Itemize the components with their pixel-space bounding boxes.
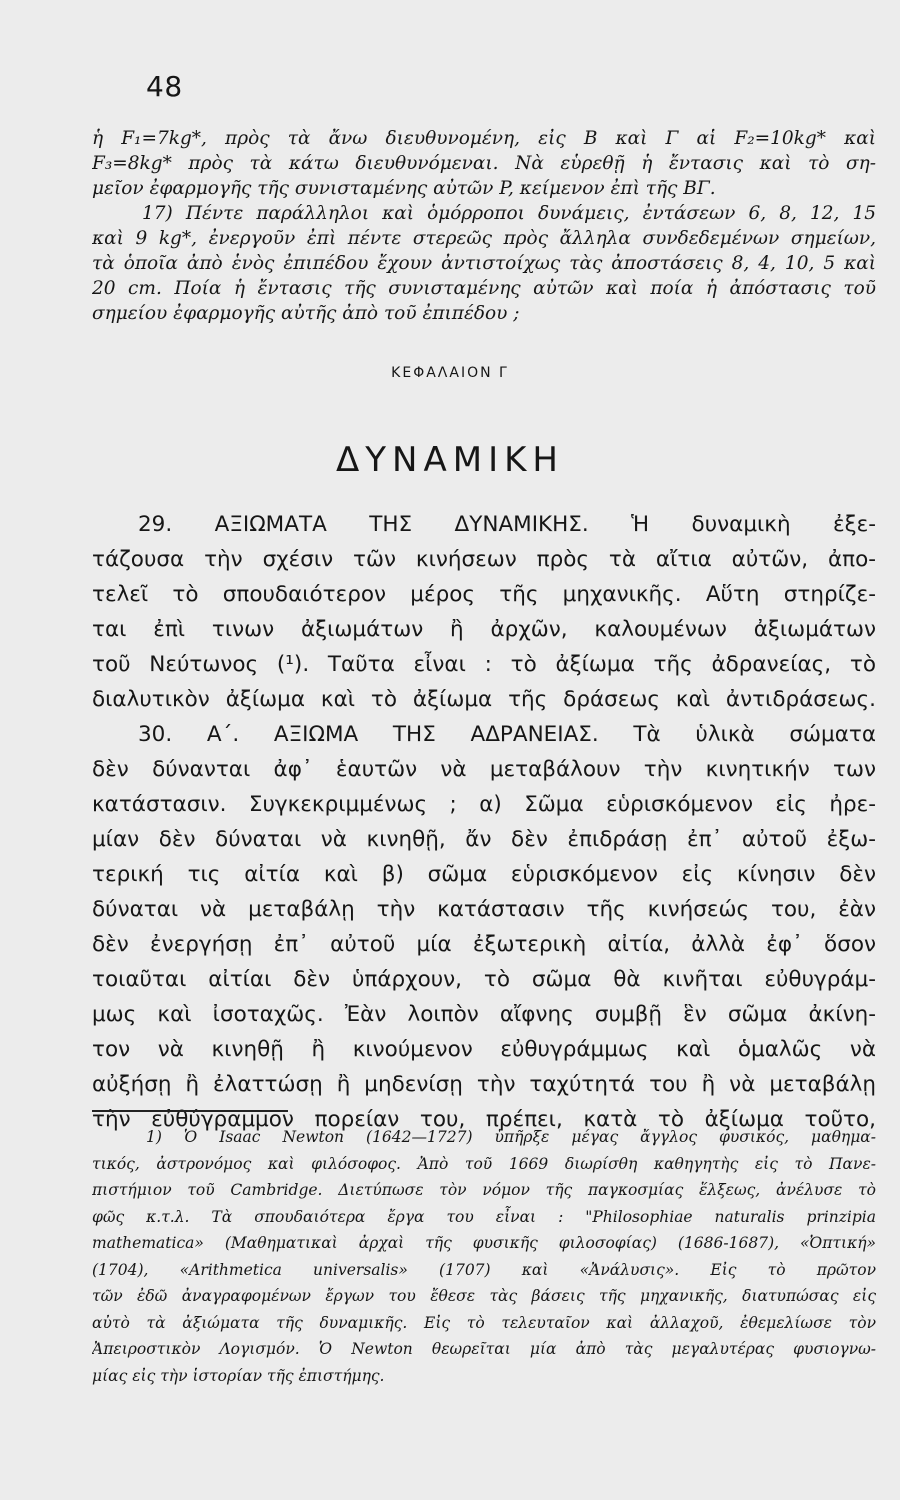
text-line: 29. ΑΞΙΩΜΑΤΑ ΤΗΣ ΔΥΝΑΜΙΚΗΣ. Ἡ δυναμικὴ ἐξε-: [138, 512, 876, 537]
footnote-divider: [92, 1110, 288, 1112]
page-number: 48: [146, 70, 183, 103]
text-line: 20 cm. Ποία ἡ ἔντασις τῆς συνισταμένης αὐτῶν καὶ ποία ἡ ἀπόστασις τοῦ: [92, 278, 876, 299]
exercise-text: [92, 126, 876, 326]
text-line: διαλυτικὸν ἀξίωμα καὶ τὸ ἀξίωμα τῆς δράσεως καὶ ἀντιδράσεως.: [92, 687, 876, 712]
text-line: 30. Α΄. ΑΞΙΩΜΑ ΤΗΣ ΑΔΡΑΝΕΙΑΣ. Τὰ ὑλικὰ σώματα: [138, 722, 876, 747]
text-line: τὴν εὐθύγραμμον πορείαν του, πρέπει, κατὰ τὸ ἀξίωμα τοῦτο,: [92, 1107, 876, 1132]
footnote-line: τῶν ἐδῶ ἀναγραφομένων ἔργων του ἔθεσε τὰς βάσεις τῆς μηχανικῆς, διατυπώσας εἰς: [92, 1287, 876, 1305]
text-line: μίαν δὲν δύναται νὰ κινηθῇ, ἄν δὲν ἐπιδράσῃ ἐπ᾿ αὐτοῦ ἐξω-: [92, 827, 876, 852]
footnote-line: αὐτὸ τὰ ἀξιώματα τῆς δυναμικῆς. Εἰς τὸ τελευταῖον καὶ ἀλλαχοῦ, ἐθεμελίωσε τὸν: [92, 1313, 876, 1332]
text-line: δὲν δύνανται ἀφ᾿ ἑαυτῶν νὰ μεταβάλουν τὴν κινητικήν των: [92, 757, 876, 782]
footnote-line: μίας εἰς τὴν ἱστορίαν τῆς ἐπιστήμης.: [92, 1366, 385, 1385]
text-line: μεῖον ἐφαρμογῆς τῆς συνισταμένης αὐτῶν P, κείμενον ἐπὶ τῆς ΒΓ.: [92, 178, 716, 199]
footnote-line: 1) Ὁ Isaac Newton (1642—1727) ὑπῆρξε μέγας ἄγγλος φυσικός, μαθημα-: [146, 1128, 876, 1146]
text-line: 17) Πέντε παράλληλοι καὶ ὁμόρροποι δυνάμεις, ἐντάσεων 6, 8, 12, 15: [142, 203, 876, 224]
footnote-line: φῶς κ.τ.λ. Τὰ σπουδαιότερα ἔργα του εἶναι : "Philosophiae naturalis prinzipia: [92, 1207, 876, 1226]
text-line: τελεῖ τὸ σπουδαιότερον μέρος τῆς μηχανικῆς. Αὕτη στηρίζε-: [92, 582, 876, 607]
footnote-line: mathematica» (Μαθηματικαὶ ἀρχαὶ τῆς φυσικῆς φιλοσοφίας) (1686-1687), «Ὀπτική»: [92, 1234, 876, 1252]
chapter-title: ΔΥΝΑΜΙΚΗ: [336, 440, 564, 480]
footnote-line: (1704), «Arithmetica universalis» (1707) καὶ «Ἀνάλυσις». Εἰς τὸ πρῶτον: [92, 1260, 876, 1279]
body-text: [92, 507, 876, 1137]
footnote-line: τικός, ἀστρονόμος καὶ φιλόσοφος. Ἀπὸ τοῦ 1669 διωρίσθη καθηγητὴς εἰς τὸ Πανε-: [92, 1154, 876, 1173]
footnote-line: Ἀπειροστικὸν Λογισμόν. Ὁ Newton θεωρεῖται μία ἀπὸ τὰς μεγαλυτέρας φυσιογνω-: [92, 1340, 876, 1358]
text-line: τοῦ Νεύτωνος (¹). Ταῦτα εἶναι : τὸ ἀξίωμα τῆς ἀδρανείας, τὸ: [92, 652, 876, 677]
footnote-line: πιστήμιον τοῦ Cambridge. Διετύπωσε τὸν νόμον τῆς παγκοσμίας ἕλξεως, ἀνέλυσε τὸ: [92, 1181, 876, 1199]
text-line: τάζουσα τὴν σχέσιν τῶν κινήσεων πρὸς τὰ αἴτια αὐτῶν, ἀπο-: [92, 547, 876, 572]
text-line: δύναται νὰ μεταβάλῃ τὴν κατάστασιν τῆς κινήσεώς του, ἐὰν: [92, 897, 876, 922]
text-line: τον νὰ κινηθῇ ἢ κινούμενον εὐθυγράμμως καὶ ὁμαλῶς νὰ: [92, 1037, 876, 1062]
chapter-label: ΚΕΦΑΛΑΙΟΝ Γ: [391, 365, 509, 381]
text-line: τὰ ὁποῖα ἀπὸ ἑνὸς ἐπιπέδου ἔχουν ἀντιστοίχως τὰς ἀποστάσεις 8, 4, 10, 5 καὶ: [92, 253, 876, 274]
text-line: αὐξήσῃ ἢ ἐλαττώσῃ ἢ μηδενίσῃ τὴν ταχύτητά του ἢ νὰ μεταβάλῃ: [92, 1072, 876, 1097]
text-line: τερική τις αἰτία καὶ β) σῶμα εὑρισκόμενον εἰς κίνησιν δὲν: [92, 862, 876, 887]
text-line: ἡ F₁=7kg*, πρὸς τὰ ἄνω διευθυνομένη, εἰς Β καὶ Γ αἱ F₂=10kg* καὶ: [92, 128, 876, 149]
text-line: καὶ 9 kg*, ἐνεργοῦν ἐπὶ πέντε στερεῶς πρὸς ἄλληλα συνδεδεμένων σημείων,: [92, 228, 876, 249]
text-line: μως καὶ ἰσοταχῶς. Ἐὰν λοιπὸν αἴφνης συμβῇ ἓν σῶμα ἀκίνη-: [92, 1002, 876, 1027]
text-line: δὲν ἐνεργήσῃ ἐπ᾿ αὐτοῦ μία ἐξωτερικὴ αἰτία, ἀλλὰ ἐφ᾿ ὅσον: [92, 932, 876, 957]
text-line: F₃=8kg* πρὸς τὰ κάτω διευθυνόμεναι. Νὰ εὑρεθῇ ἡ ἔντασις καὶ τὸ ση-: [92, 153, 876, 174]
text-line: κατάστασιν. Συγκεκριμμένως ; α) Σῶμα εὑρισκόμενον εἰς ἠρε-: [92, 792, 876, 817]
text-line: ται ἐπὶ τινων ἀξιωμάτων ἢ ἀρχῶν, καλουμένων ἀξιωμάτων: [92, 617, 876, 642]
text-line: τοιαῦται αἰτίαι δὲν ὑπάρχουν, τὸ σῶμα θὰ κινῆται εὐθυγράμ-: [92, 967, 876, 992]
text-line: σημείου ἐφαρμογῆς αὐτῆς ἀπὸ τοῦ ἐπιπέδου ;: [92, 303, 520, 324]
footnote: [92, 1124, 876, 1389]
